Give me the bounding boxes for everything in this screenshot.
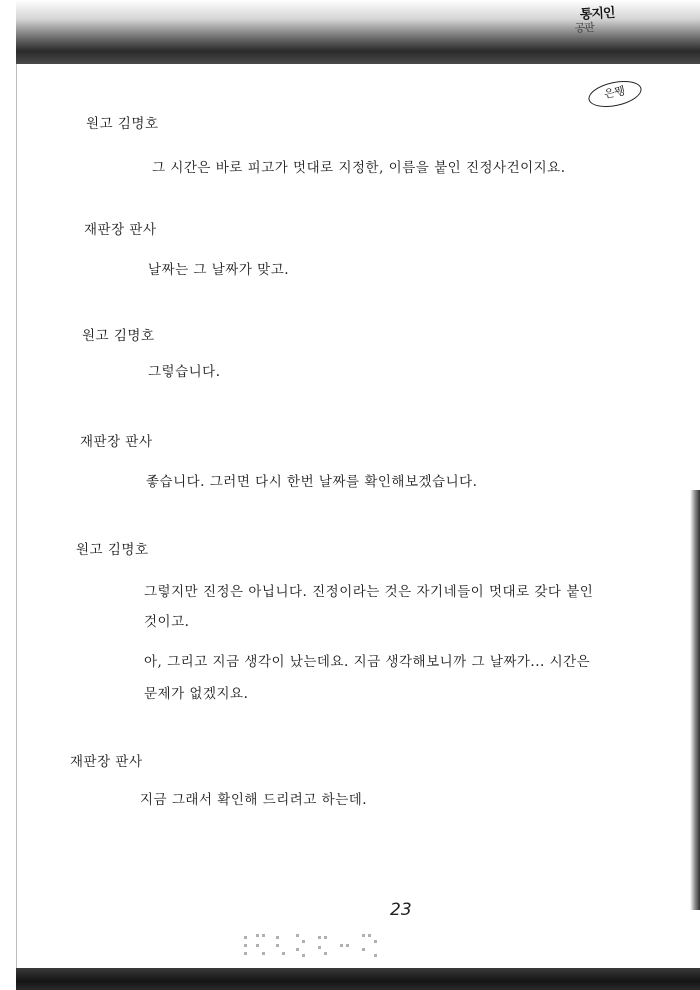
header-stamp bbox=[574, 0, 642, 35]
speaker-label: 재판장 판사 bbox=[70, 754, 143, 770]
utterance-line: 그렇습니다. bbox=[148, 364, 221, 380]
speaker-label: 재판장 판사 bbox=[80, 434, 153, 450]
speaker-label: 원고 김명호 bbox=[86, 116, 159, 132]
dotted-watermark bbox=[240, 930, 390, 958]
margin-stamp: 은뮁 bbox=[586, 77, 644, 112]
page-number: 23 bbox=[390, 900, 412, 920]
speaker-label: 재판장 판사 bbox=[84, 222, 157, 238]
header-stamp-text: 통지인 bbox=[579, 5, 615, 23]
utterance-line: 좋습니다. 그러면 다시 한번 날짜를 확인해보겠습니다. bbox=[146, 474, 478, 490]
utterance-line: 문제가 없겠지요. bbox=[144, 686, 249, 702]
scan-right-shadow bbox=[690, 490, 700, 910]
utterance-line: 것이고. bbox=[144, 614, 190, 630]
header-stamp-subtext: 공판 bbox=[574, 20, 595, 35]
scan-left-edge bbox=[16, 64, 17, 968]
utterance-line: 아, 그리고 지금 생각이 났는데요. 지금 생각해보니까 그 날짜가... 시간은 bbox=[144, 654, 591, 670]
utterance-line: 날짜는 그 날짜가 맞고. bbox=[148, 262, 290, 278]
utterance-line: 그 시간은 바로 피고가 멋대로 지정한, 이름을 붙인 진정사건이지요. bbox=[152, 160, 566, 176]
scan-bottom-shadow bbox=[16, 968, 700, 990]
speaker-label: 원고 김명호 bbox=[76, 542, 149, 558]
speaker-label: 원고 김명호 bbox=[82, 328, 155, 344]
utterance-line: 그렇지만 진정은 아닙니다. 진정이라는 것은 자기네들이 멋대로 갖다 붙인 bbox=[144, 584, 594, 600]
utterance-line: 지금 그래서 확인해 드리려고 하는데. bbox=[140, 792, 368, 808]
